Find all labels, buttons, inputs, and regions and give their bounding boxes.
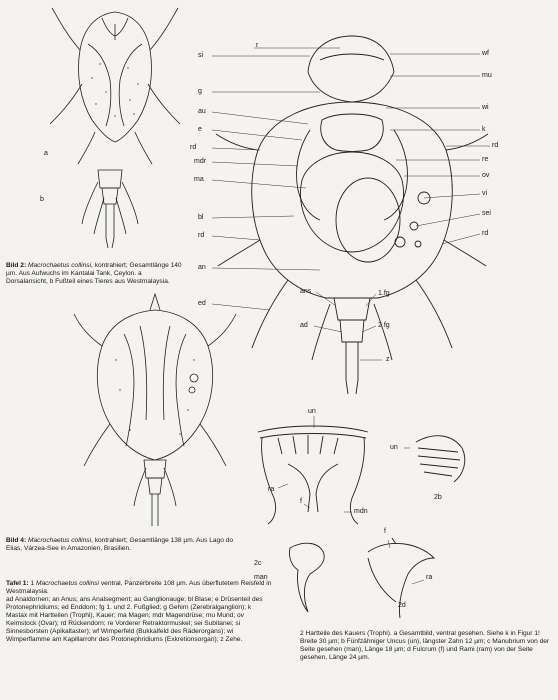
trophi-label-2d: 2d bbox=[398, 602, 406, 609]
trophi-label-2c: 2c bbox=[254, 560, 262, 567]
figure-2a-drawing bbox=[40, 4, 190, 174]
label-mdr: mdr bbox=[194, 158, 207, 165]
trophi-label-mdn: mdn bbox=[354, 508, 368, 515]
label-rd: rd bbox=[482, 230, 489, 237]
figure-trophi-drawing bbox=[248, 408, 558, 628]
figure-1-main bbox=[190, 30, 558, 400]
label-ed: ed bbox=[198, 300, 206, 307]
label-re: re bbox=[482, 156, 489, 163]
tafel-caption-num: 1 bbox=[30, 580, 35, 587]
label-au: au bbox=[198, 108, 206, 115]
label-rd: rd bbox=[190, 144, 197, 151]
tafel-caption-text: ventral, Panzerbreite 108 µm. Aus überflutetem Reisfeld in Westmalaysia. bbox=[6, 580, 272, 595]
figure-trophi bbox=[248, 408, 558, 628]
figure-2-caption-species: Macrochaetus collinsi bbox=[28, 262, 92, 269]
label-bl: bl bbox=[198, 214, 204, 221]
figure-2-caption-text: , kontrahiert; Gesamtlänge 140 µm. Aus Aufwuchs im Kantalai Tank, Ceylon. a Dorsalansicht, b Fußteil eines Tieres aus Westmalaysia. bbox=[6, 262, 182, 285]
figure-4-drawing bbox=[70, 290, 240, 535]
label-ad: ad bbox=[300, 322, 308, 329]
label-sei: sei bbox=[482, 210, 491, 217]
figure-4 bbox=[70, 290, 240, 535]
label-rd: rd bbox=[492, 142, 499, 149]
label-g: g bbox=[198, 88, 202, 95]
trophi-label-f-2d: f bbox=[384, 528, 386, 535]
figure-4-caption-text: , kontrahiert; Gesamtlänge 138 µm. Aus Lago do Elias, Várzea-See in Amazonien, Brasilien. bbox=[6, 537, 234, 552]
label-mu: mu bbox=[482, 72, 492, 79]
figure-2a-part-label: a bbox=[44, 150, 48, 157]
trophi-label-man: man bbox=[254, 574, 268, 581]
trophi-label-f: f bbox=[300, 498, 302, 505]
label-wi: wi bbox=[482, 104, 489, 111]
figure-4-caption-prefix: Bild 4: bbox=[6, 537, 27, 544]
figure-4-caption-species: Macrochaetus collinsi bbox=[28, 537, 92, 544]
label-e: e bbox=[198, 126, 202, 133]
label-r: r bbox=[256, 42, 259, 49]
label-z: z bbox=[386, 356, 390, 363]
figure-2b-part-label: b bbox=[40, 196, 44, 203]
tafel-caption-prefix: Tafel 1: bbox=[6, 580, 29, 587]
label-wf: wf bbox=[482, 50, 489, 57]
label-vi: vi bbox=[482, 190, 488, 197]
figure-2-caption bbox=[6, 262, 184, 286]
trophi-label-2b: 2b bbox=[434, 494, 442, 501]
trophi-label-un-2b: un bbox=[390, 444, 398, 451]
trophi-caption: 2 Hartteile des Kauers (Trophi). a Gesamtbild, ventral gesehen. Siehe k in Figur 1! Breite 30 µm; b Fünfzähniger Uncus (un), längster Zahn 12 µm; c Manubrium von der Seite gesehen (man), Länge 18 µm; d Fulcrum (f) und Rami (ram) von der Seite gesehen, Länge 24 µm. bbox=[300, 630, 550, 661]
trophi-label-un: un bbox=[308, 408, 316, 415]
label-2fg: 2 fg bbox=[378, 322, 390, 329]
label-ma: ma bbox=[194, 176, 204, 183]
label-an: an bbox=[198, 264, 206, 271]
figure-2-caption-prefix: Bild 2: bbox=[6, 262, 27, 269]
label-ov: ov bbox=[482, 172, 490, 179]
figure-2a bbox=[40, 4, 190, 174]
figure-4-caption bbox=[6, 537, 244, 553]
figure-2b-drawing bbox=[70, 168, 150, 250]
label-ans: ans bbox=[300, 288, 312, 295]
label-rd: rd bbox=[198, 232, 205, 239]
tafel-caption bbox=[6, 580, 274, 644]
tafel-legend: ad Analdornen; an Anus; ans Analsegment; au Ganglionauge; bl Blase; e Drüsenteil des Protonephridiums; ed Enddorn; fg 1. und 2. Fußglied; g Gehirn (Zerebralganglion); k Mastax mit Hartteilen (Trophi), Kauer; ma Magen; mdr Magendrüse; mu Mund; ov Keimstock (Ovar); rd Rückendorn; re Vorderer Retraktormuskel; sei Subitanei; si Sinnesborsten (Apikaltaster); wf Wimperfeld (Bukkalfeld des Räderorgans); wi Wimperflamme am Kapillarrohr des Protonephridiums (Exkretionsorgan); z Zehe. bbox=[6, 596, 263, 643]
label-1fg: 1.fg bbox=[378, 290, 390, 297]
tafel-caption-species: Macrochaetus collinsi bbox=[35, 580, 100, 587]
trophi-label-ra-2d: ra bbox=[426, 574, 433, 581]
label-si: si bbox=[198, 52, 204, 59]
figure-1-drawing bbox=[190, 30, 558, 400]
label-k: k bbox=[482, 126, 486, 133]
trophi-label-ra: ra bbox=[268, 486, 275, 493]
figure-2b bbox=[40, 168, 150, 250]
